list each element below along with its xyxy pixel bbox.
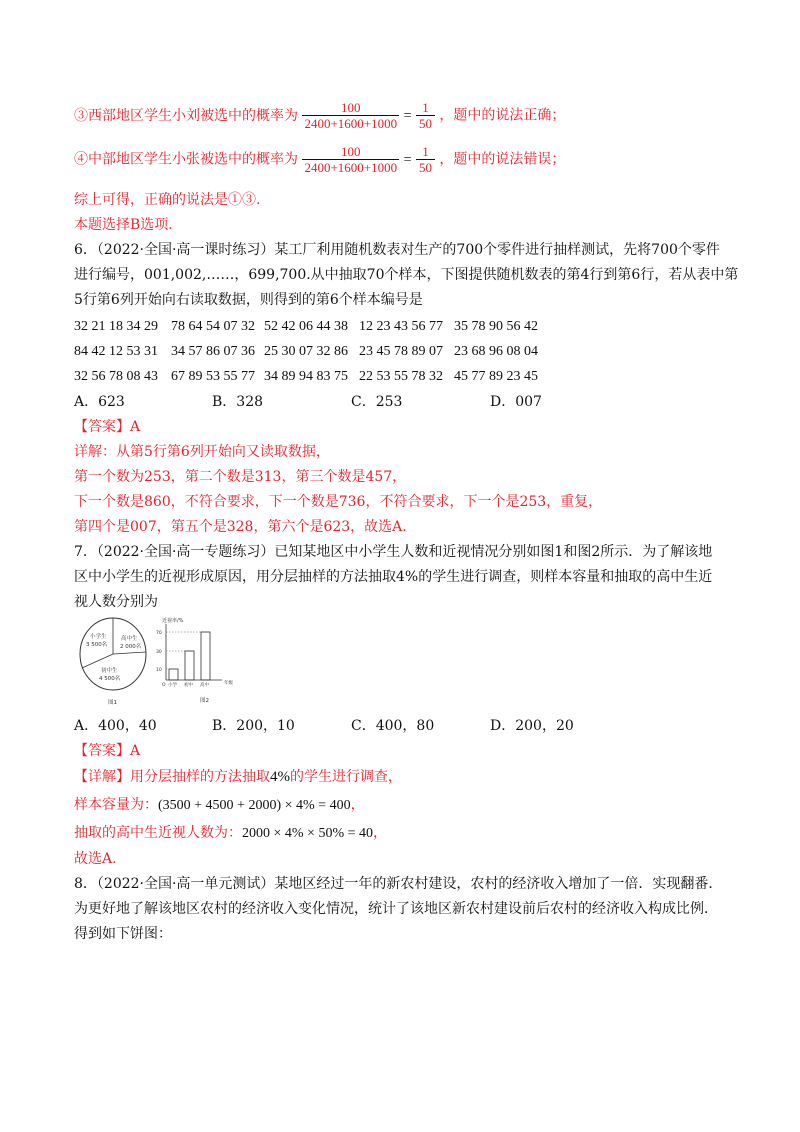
q7-high-count: 抽取的高中生近视人数为：2000 × 4% × 50% = 40， (74, 825, 388, 841)
pie-divider (82, 654, 113, 668)
figure-1-caption: 图1 (108, 700, 117, 706)
random-group: 32 21 18 34 29 (74, 319, 158, 334)
random-group: 32 56 78 08 43 (74, 369, 158, 384)
q7-option-a: A．400，40 (74, 718, 157, 734)
q6-option-d: D．007 (490, 394, 542, 410)
fraction: $\frac{100}{2400+1600+1000}$ (304, 144, 398, 175)
solution-line-3: ③西部地区学生小刘被选中的概率为 $\frac{100}{2400+1600+1000}$ = $\frac{1}{50}$ ，题中的说法正确； (74, 100, 566, 131)
pie-label-primary: 小学生 (90, 634, 107, 640)
random-group: 67 89 53 55 77 (171, 369, 255, 384)
q7-detail: 【详解】用分层抽样的方法抽取4%的学生进行调查， (74, 769, 402, 785)
y-axis-label: 近视率/% (162, 618, 184, 624)
figure-1-pie-chart (70, 614, 160, 710)
q7-stem-line-1: 7．（2022·全国·高一专题练习）已知某地区中小学生人数和近视情况分别如图1和图2所示．为了解该地 (74, 544, 713, 560)
percent-value: 4% (270, 769, 290, 785)
q6-option-c: C．253 (351, 394, 403, 410)
origin-label: O (162, 683, 166, 688)
fraction-result: $\frac{1}{50}$ (416, 144, 435, 175)
q7-sample-size: 样本容量为：(3500 + 4500 + 2000) × 4% = 400， (74, 797, 365, 813)
solution-line-4: ④中部地区学生小张被选中的概率为 $\frac{100}{2400+1600+1000}$ = $\frac{1}{50}$ ，题中的说法错误； (74, 144, 566, 175)
random-group: 78 64 54 07 32 (171, 319, 255, 334)
q6-option-a: A．623 (74, 394, 125, 410)
q8-stem-line-2: 为更好地了解该地区农村的经济收入变化情况，统计了该地区新农村建设前后农村的经济收入构成比例． (74, 901, 718, 917)
q6-option-b: B．328 (212, 394, 264, 410)
y-tick-70: 70 (156, 631, 162, 636)
q6-detail-4: 第四个是007，第五个是328，第六个是623，故选A. (74, 519, 407, 535)
pie-label-high: 高中生 (121, 636, 138, 642)
x-cat-high: 高中 (200, 683, 209, 688)
y-tick-10: 10 (156, 668, 162, 673)
pie-value-middle: 4 500名 (99, 676, 121, 682)
x-axis-label: 年级 (224, 681, 233, 686)
x-cat-primary: 小学 (168, 683, 177, 688)
q8-stem-line-3: 得到如下饼图： (74, 926, 172, 942)
bar-primary (169, 669, 178, 680)
random-group: 34 89 94 83 75 (264, 369, 348, 384)
bar-middle (185, 651, 194, 680)
random-group: 35 78 90 56 42 (454, 319, 538, 334)
sample-expression: (3500 + 4500 + 2000) × 4% = 400 (158, 798, 351, 813)
random-group: 22 53 55 78 32 (359, 369, 443, 384)
figure-2-caption: 图2 (200, 698, 209, 704)
fraction-result: $\frac{1}{50}$ (416, 100, 435, 131)
q6-detail-3: 下一个数是860，不符合要求，下一个数是736，不符合要求，下一个是253，重复， (74, 494, 603, 510)
random-group: 25 30 07 32 86 (264, 344, 348, 359)
q6-stem-line-3: 5行第6列开始向右读取数据，则得到的第6个样本编号是 (74, 292, 423, 308)
solution-summary: 综上可得，正确的说法是①③. (74, 192, 261, 208)
high-expression: 2000 × 4% × 50% = 40 (242, 826, 374, 841)
y-tick-30: 30 (156, 650, 162, 655)
pie-value-high: 2 000名 (120, 644, 142, 650)
bar-high (201, 632, 210, 680)
q7-option-c: C．400，80 (351, 718, 435, 734)
q7-option-b: B．200，10 (212, 718, 295, 734)
q7-choose: 故选A. (74, 851, 117, 867)
random-group: 12 23 43 56 77 (359, 319, 443, 334)
random-group: 52 42 06 44 38 (264, 319, 348, 334)
random-group: 23 45 78 89 07 (359, 344, 443, 359)
figure-2-bar-chart (152, 614, 252, 710)
random-group: 45 77 89 23 45 (454, 369, 538, 384)
random-group: 34 57 86 07 36 (171, 344, 255, 359)
pie-label-middle: 初中生 (101, 668, 118, 674)
pie-divider (113, 652, 146, 654)
q7-stem-line-3: 视人数分别为 (74, 594, 158, 610)
q7-stem-line-2: 区中小学生的近视形成原因，用分层抽样的方法抽取4%的学生进行调查，则样本容量和抽取的高中生近 (74, 569, 713, 585)
x-cat-middle: 初中 (184, 683, 193, 688)
solution-choice: 本题选择B选项. (74, 217, 173, 233)
fraction: $\frac{100}{2400+1600+1000}$ (304, 100, 398, 131)
q7-answer: 【答案】A (74, 743, 141, 759)
q6-stem-line-1: 6．（2022·全国·高一课时练习）某工厂利用随机数表对生产的700个零件进行抽样测试，先将700个零件 (74, 242, 720, 258)
random-group: 23 68 96 08 04 (454, 344, 538, 359)
q8-stem-line-1: 8．（2022·全国·高一单元测试）某地区经过一年的新农村建设，农村的经济收入增加了一倍．实现翻番． (74, 876, 723, 892)
q6-detail-2: 第一个数为253，第二个数是313，第三个数是457， (74, 469, 407, 485)
q6-detail-1: 详解：从第5行第6列开始向又读取数据， (74, 444, 330, 460)
q6-stem-line-2: 进行编号，001,002,……，699,700.从中抽取70个样本，下图提供随机数表的第4行到第6行，若从表中第 (74, 267, 739, 283)
random-group: 84 42 12 53 31 (74, 344, 158, 359)
q6-answer: 【答案】A (74, 419, 141, 435)
q7-option-d: D．200，20 (490, 718, 574, 734)
pie-value-primary: 3 500名 (86, 642, 108, 648)
